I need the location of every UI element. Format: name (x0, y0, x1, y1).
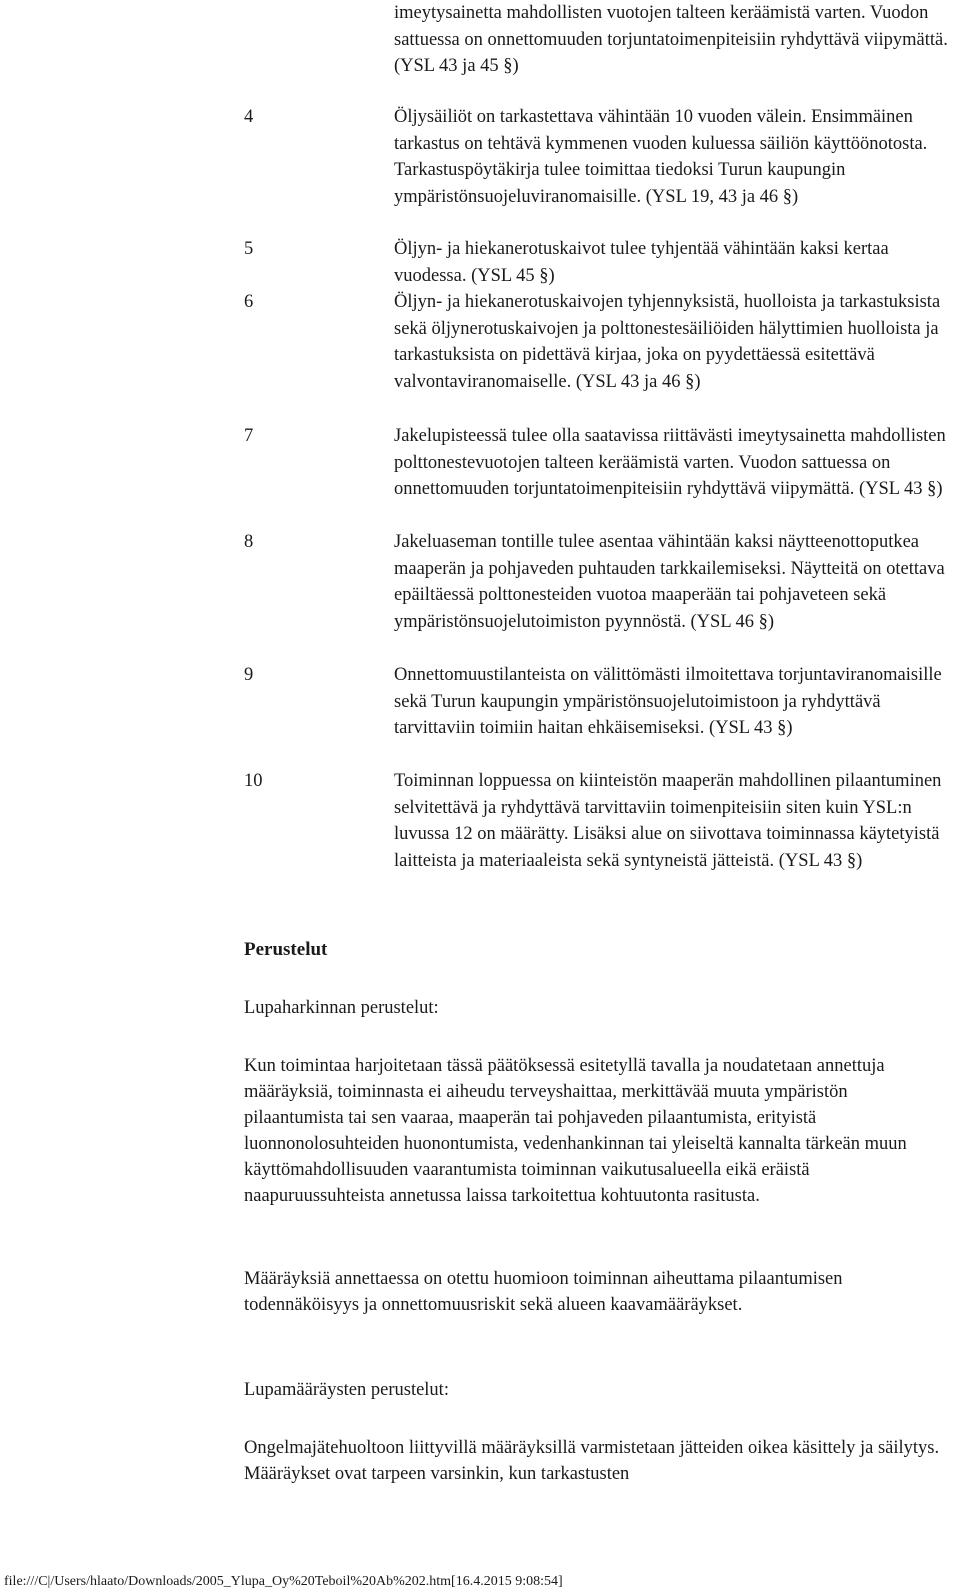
continued-condition-text: imeytysainetta mahdollisten vuotojen talteen keräämistä varten. Vuodon sattuessa on onnettomuuden torjuntatoimenpiteisiin ryhdyttävä viipymättä. (YSL 43 ja 45 §) (394, 3, 948, 76)
condition-text: Jakeluaseman tontille tulee asentaa vähintään kaksi näytteenottoputkea maaperän ja pohjaveden puhtauden tarkkailemiseksi. Näytteitä on otettava epäiltäessä polttonesteiden vuotoa maaperään tai pohjaveteen sekä ympäristönsuojelutoimiston pyynnöstä. (YSL 46 §) (394, 532, 945, 632)
section-heading-perustelut: Perustelut (244, 939, 328, 960)
file-path-footer: file:///C|/Users/hlaato/Downloads/2005_Ylupa_Oy%20Teboil%20Ab%202.htm[16.4.2015 9:08:54] (4, 1574, 563, 1589)
condition-text: Onnettomuustilanteista on välittömästi ilmoitettava torjuntaviranomaisille sekä Turun kaupungin ympäristönsuojelutoimistoon ja ryhdyttävä tarvittaviin toimiin haitan ehkäisemiseksi. (YSL 43 §) (394, 665, 942, 738)
condition-number: 8 (244, 532, 254, 552)
permit-reasons-paragraph: Määräyksiä annettaessa on otettu huomioon toiminnan aiheuttama pilaantumisen todennäköisyys ja onnettomuusriskit sekä alueen kaavamääräykset. (244, 1269, 843, 1315)
condition-number: 6 (244, 292, 254, 312)
condition-text: Toiminnan loppuessa on kiinteistön maaperän mahdollinen pilaantuminen selvitettävä ja ryhdyttävä tarvittaviin toimenpiteisiin siten kuin YSL:n luvussa 12 on määrätty. Lisäksi alue on siivottava toiminnassa käytetyistä laitteista ja materiaaleista sekä syntyneistä jätteistä. (YSL 43 §) (394, 771, 942, 871)
condition-number: 7 (244, 426, 254, 446)
permit-reasons-subheading: Lupaharkinnan perustelut: (244, 998, 439, 1018)
permit-reasons-paragraph: Kun toimintaa harjoitetaan tässä päätöksessä esitetyllä tavalla ja noudatetaan annettuja määräyksiä, toiminnasta ei aiheudu terveyshaittaa, merkittävää muuta ympäristön pilaantumista tai sen vaaraa, maaperän tai pohjaveden pilaantumista, erityistä luonnonolosuhteiden huonontumista, vedenhankinnan tai yleiseltä kannalta tärkeän muun käyttömahdollisuuden vaarantumista toiminnan vaikutusalueella eikä eräistä naapuruussuhteista annetussa laissa tarkoitettua kohtuutonta rasitusta. (244, 1056, 907, 1206)
condition-number: 5 (244, 239, 254, 259)
condition-text: Öljyn- ja hiekanerotuskaivot tulee tyhjentää vähintään kaksi kertaa vuodessa. (YSL 45 §) (394, 239, 889, 286)
condition-text: Öljysäiliöt on tarkastettava vähintään 10 vuoden välein. Ensimmäinen tarkastus on tehtävä kymmenen vuoden kuluessa säiliön käyttöönotosta. Tarkastuspöytäkirja tulee toimittaa tiedoksi Turun kaupungin ympäristönsuojeluviranomaisille. (YSL 19, 43 ja 46 §) (394, 107, 928, 207)
condition-text: Jakelupisteessä tulee olla saatavissa riittävästi imeytysainetta mahdollisten polttonestevuotojen talteen keräämistä varten. Vuodon sattuessa on onnettomuuden torjuntatoimenpiteisiin ryhdyttävä viipymättä. (YSL 43 §) (394, 426, 946, 499)
condition-number: 9 (244, 665, 254, 685)
condition-number: 4 (244, 107, 254, 127)
conditions-reasons-paragraph: Ongelmajätehuoltoon liittyvillä määräyksillä varmistetaan jätteiden oikea käsittely ja säilytys. Määräykset ovat tarpeen varsinkin, kun tarkastusten (244, 1438, 940, 1484)
condition-number: 10 (244, 771, 263, 791)
condition-text: Öljyn- ja hiekanerotuskaivojen tyhjennyksistä, huolloista ja tarkastuksista sekä öljynerotuskaivojen ja polttonestesäiliöiden hälyttimien huolloista ja tarkastuksista on pidettävä kirjaa, joka on pyydettäessä esitettävä valvontaviranomaiselle. (YSL 43 ja 46 §) (394, 292, 941, 392)
conditions-reasons-subheading: Lupamääräysten perustelut: (244, 1380, 449, 1400)
